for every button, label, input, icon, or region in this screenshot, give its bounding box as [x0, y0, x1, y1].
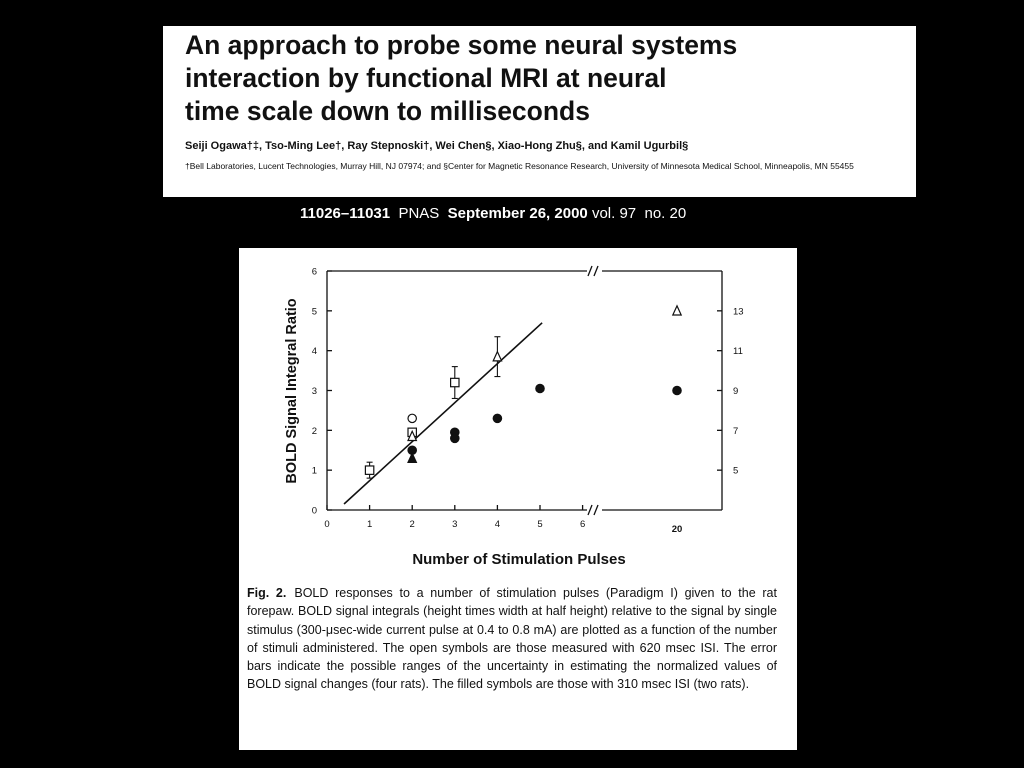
x-tick-label: 4 — [494, 519, 501, 530]
x-tick-label: 20 — [671, 524, 683, 535]
y-tick-label: 2 — [311, 425, 317, 437]
data-point-square — [365, 466, 373, 474]
y-axis-label: BOLD Signal Integral Ratio — [284, 298, 300, 484]
y-tick-label: 4 — [311, 346, 317, 358]
paper-header — [163, 26, 916, 197]
x-tick-label: 2 — [409, 519, 415, 530]
y2-tick-label: 11 — [733, 346, 743, 358]
citation-line — [300, 205, 900, 222]
figure-panel — [239, 248, 797, 750]
y2-tick-label: 9 — [733, 386, 739, 397]
data-point-square — [451, 378, 459, 386]
axis-break-mark — [588, 266, 592, 276]
citation-date: September 26, 2000 — [447, 205, 588, 222]
data-point-circle — [408, 414, 416, 422]
paper-title: An approach to probe some neural systems interaction by functional MRI at neural time scale down to milliseconds — [185, 30, 738, 126]
paper-affiliation: †Bell Laboratories, Lucent Technologies, Murray Hill, NJ 07974; and §Center for Magnetic Resonance Research, University of Minnesota Medical School, Minneapolis, MN 55455 — [185, 161, 854, 171]
y-tick-label: 3 — [311, 386, 317, 397]
data-point-circle — [536, 384, 544, 392]
data-point-triangle — [493, 352, 501, 361]
axis-break-mark — [588, 505, 592, 515]
citation-journal: PNAS — [398, 205, 440, 222]
x-tick-label: 3 — [452, 519, 458, 530]
y-tick-label: 6 — [311, 266, 317, 278]
data-point-circle — [451, 434, 459, 442]
x-tick-label: 1 — [366, 519, 373, 530]
y2-tick-label: 5 — [733, 465, 739, 477]
caption-label: Fig. 2. — [247, 586, 287, 600]
y-tick-label: 0 — [311, 505, 317, 517]
x-tick-label: 5 — [537, 519, 543, 530]
y2-tick-label: 7 — [733, 425, 739, 437]
y-tick-label: 5 — [311, 306, 317, 318]
figure-chart — [239, 248, 797, 578]
figure-caption — [247, 584, 777, 694]
y-tick-label: 1 — [311, 465, 317, 477]
data-point-triangle — [408, 453, 416, 462]
y2-tick-label: 13 — [733, 306, 744, 318]
caption-text: BOLD responses to a number of stimulation pulses (Paradigm I) given to the rat forepaw. BOLD signal integrals (height times width at half height) relative to the signal by single stimulus (300-μsec-wide current pulse at 0.4 to 0.8 mA) are plotted as a function of the number of stimuli administered. The open symbols are those measured with 620 msec ISI. The error bars indicate the possible ranges of the uncertainty in estimating the normalized values of BOLD signal changes (four rats). The filled symbols are those with 310 msec ISI (two rats). — [247, 586, 777, 692]
x-tick-label: 0 — [324, 519, 330, 530]
axis-break-mark — [594, 266, 598, 276]
fit-line — [344, 323, 542, 504]
paper-authors: Seiji Ogawa†‡, Tso-Ming Lee†, Ray Stepnoski†, Wei Chen§, Xiao-Hong Zhu§, and Kamil Ugurbil§ — [185, 140, 689, 152]
data-point-triangle — [673, 306, 681, 315]
data-point-circle — [673, 386, 681, 394]
citation-pages: 11026–11031 — [300, 205, 391, 222]
x-axis-label: Number of Stimulation Pulses — [412, 551, 626, 568]
data-point-circle — [493, 414, 501, 422]
citation-volume: vol. 97 — [591, 205, 637, 222]
citation-issue: no. 20 — [644, 205, 687, 222]
axis-break-mark — [594, 505, 598, 515]
x-tick-label: 6 — [579, 519, 586, 530]
